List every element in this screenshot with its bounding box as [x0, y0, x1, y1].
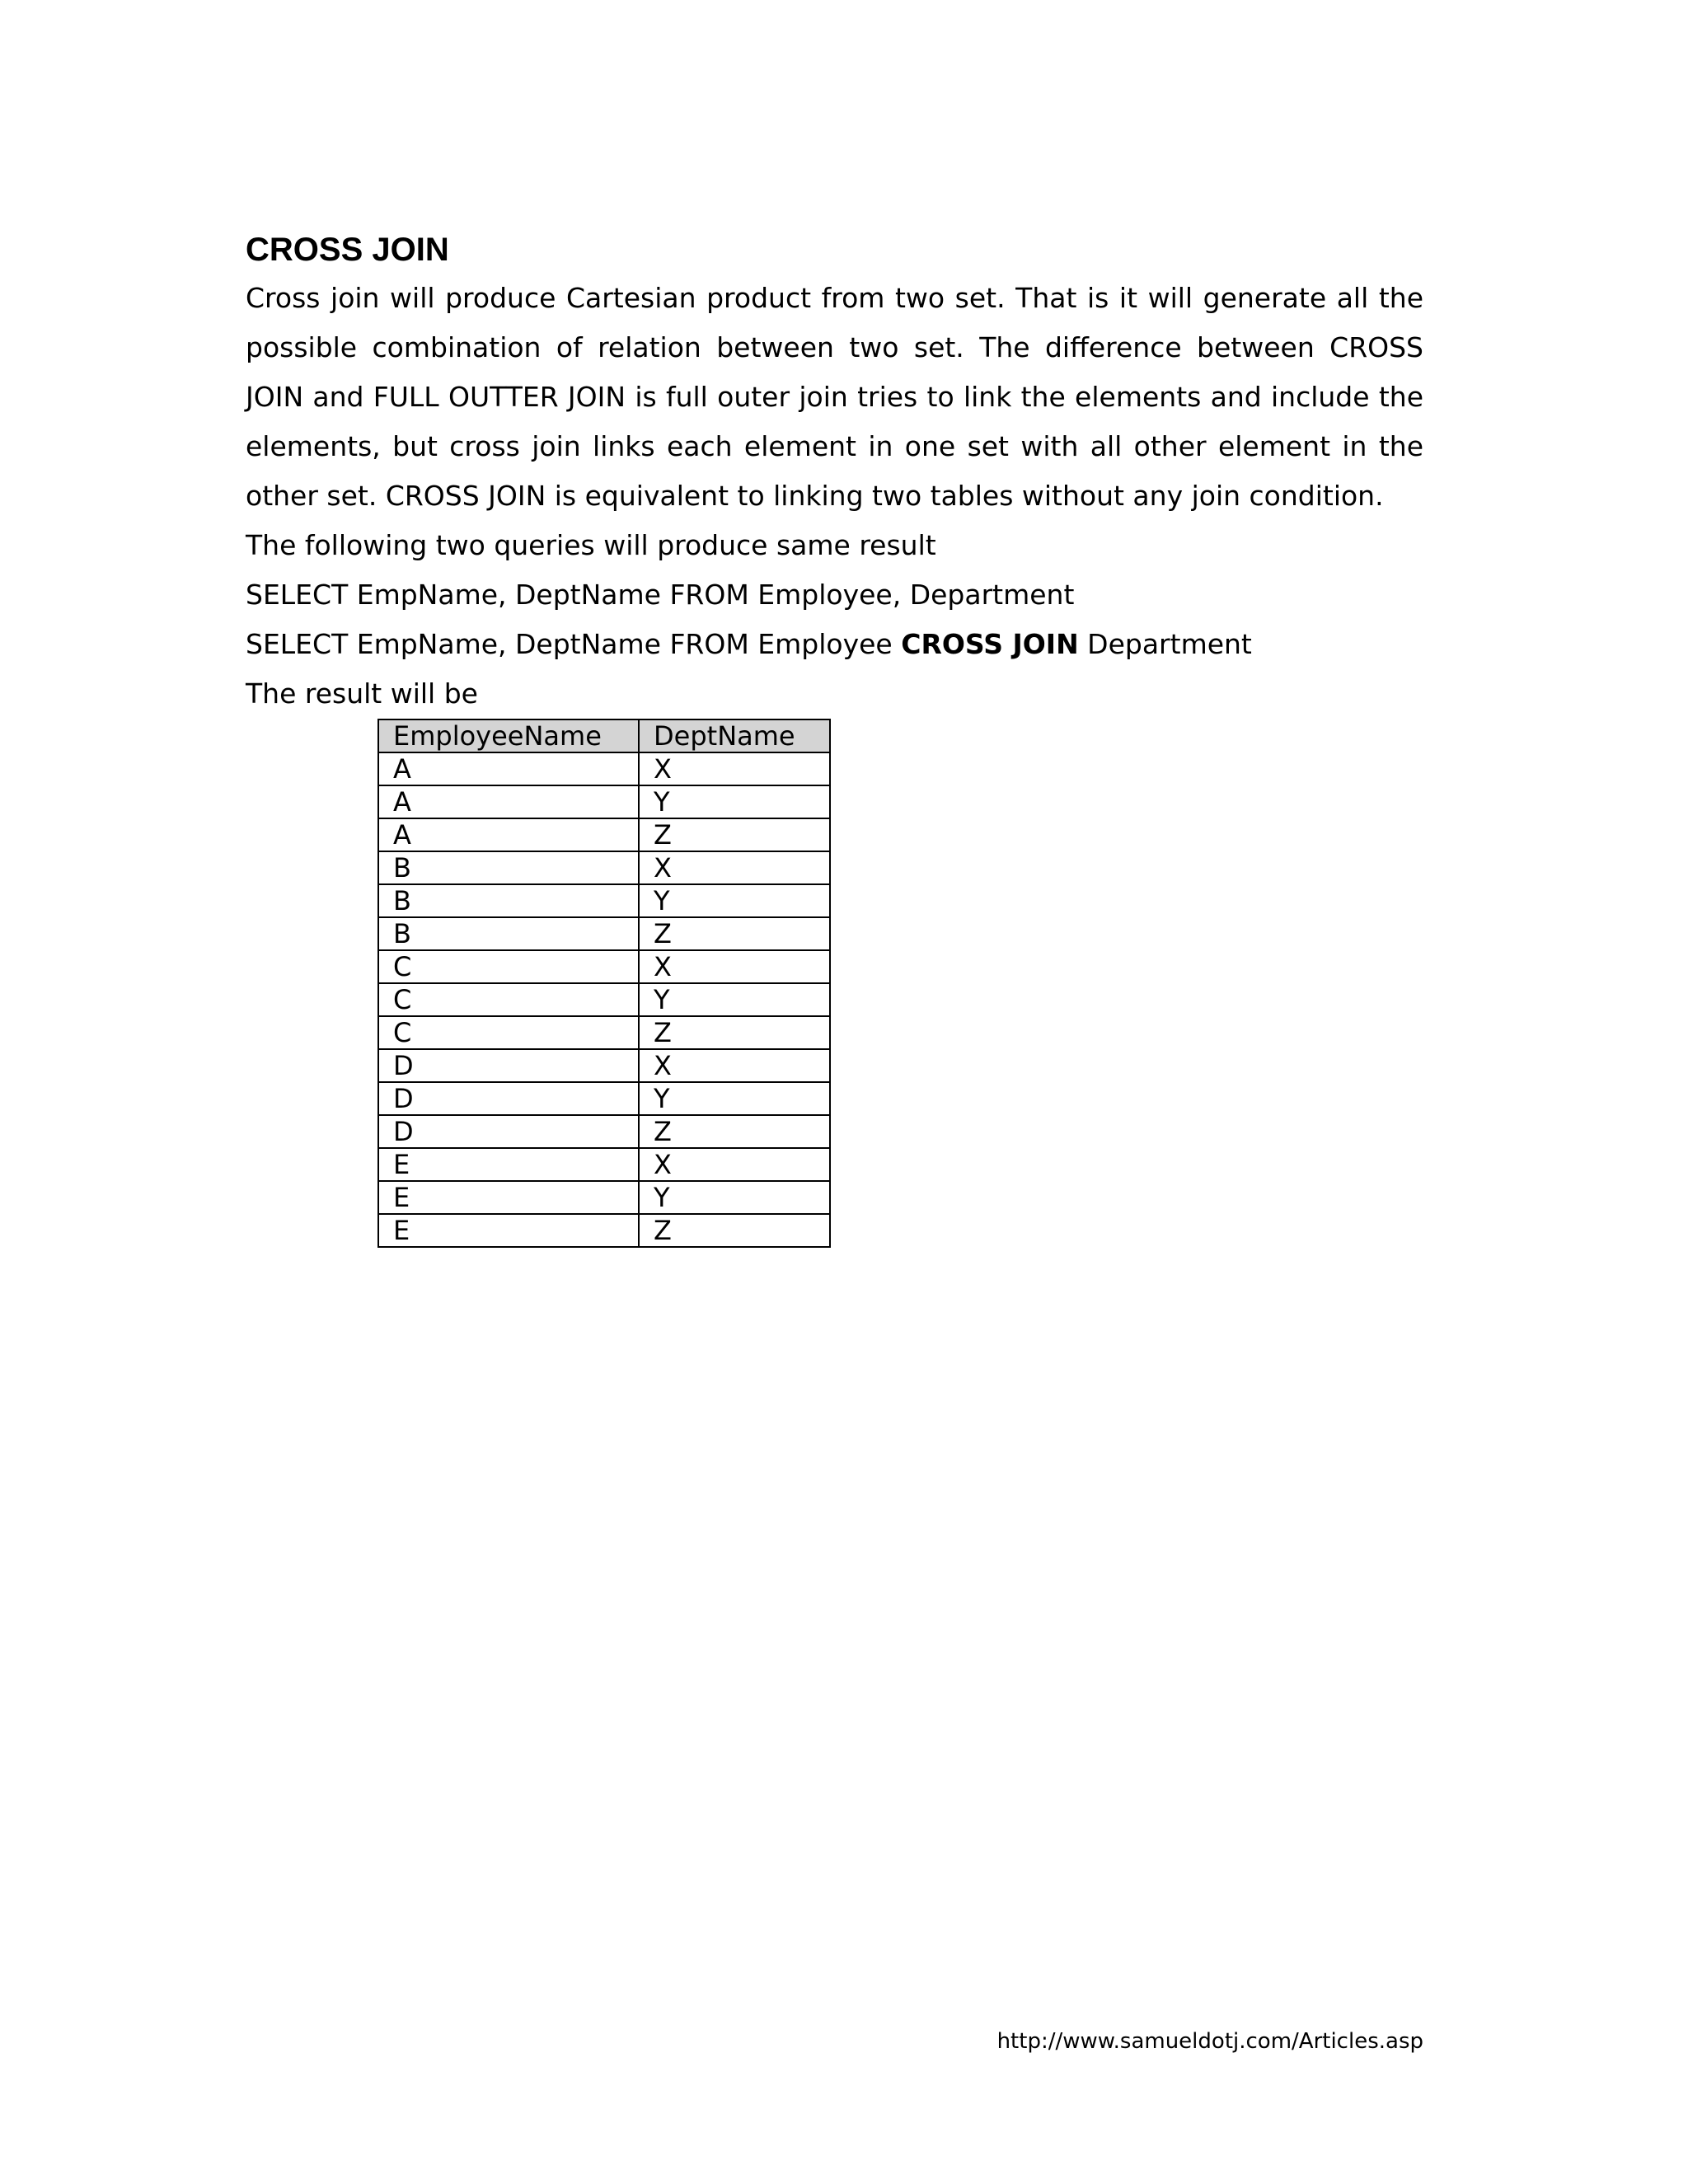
query-line-1: SELECT EmpName, DeptName FROM Employee, Department	[246, 579, 1075, 611]
table-row	[378, 1082, 830, 1115]
table-row	[378, 1148, 830, 1181]
column-header-dept-name: DeptName	[639, 719, 830, 752]
dept-cell: Y	[639, 1181, 830, 1214]
result-intro-line: The result will be	[246, 677, 478, 710]
dept-cell: X	[639, 851, 830, 884]
employee-cell: C	[378, 1016, 639, 1049]
employee-cell: C	[378, 950, 639, 983]
result-table	[377, 719, 831, 1248]
dept-cell: Y	[639, 785, 830, 818]
dept-cell: X	[639, 752, 830, 785]
dept-cell: Z	[639, 1214, 830, 1247]
description-paragraph: Cross join will produce Cartesian product from two set. That is it will generate all the possible combination of relation between two set. The difference between CROSS JOIN and FULL OUTTER JOIN is full outer join tries to link the elements and include the elements, but cross join links each element in one set with all other element in the other set. CROSS JOIN is equivalent to linking two tables without any join condition.	[246, 282, 1423, 512]
query-2-before: SELECT EmpName, DeptName FROM Employee	[246, 628, 902, 660]
table-row	[378, 1049, 830, 1082]
employee-cell: E	[378, 1214, 639, 1247]
query-2-keyword: CROSS JOIN	[901, 628, 1079, 660]
employee-cell: E	[378, 1148, 639, 1181]
employee-cell: D	[378, 1049, 639, 1082]
dept-cell: Y	[639, 1082, 830, 1115]
table-row	[378, 785, 830, 818]
table-row	[378, 818, 830, 851]
footer-url: http://www.samueldotj.com/Articles.asp	[996, 2029, 1423, 2054]
query-2-after: Department	[1078, 628, 1252, 660]
table-row	[378, 983, 830, 1016]
column-header-employee-name: EmployeeName	[378, 719, 639, 752]
section-heading: CROSS JOIN	[246, 232, 449, 268]
table-row	[378, 1016, 830, 1049]
dept-cell: X	[639, 1049, 830, 1082]
table-row	[378, 1214, 830, 1247]
employee-cell: C	[378, 983, 639, 1016]
dept-cell: Y	[639, 983, 830, 1016]
table-row	[378, 950, 830, 983]
article-body	[246, 229, 1423, 1248]
dept-cell: Z	[639, 818, 830, 851]
dept-cell: Y	[639, 884, 830, 917]
employee-cell: A	[378, 785, 639, 818]
employee-cell: E	[378, 1181, 639, 1214]
table-row	[378, 884, 830, 917]
table-row	[378, 851, 830, 884]
employee-cell: B	[378, 884, 639, 917]
employee-cell: A	[378, 818, 639, 851]
table-body	[378, 752, 830, 1247]
dept-cell: Z	[639, 1016, 830, 1049]
dept-cell: X	[639, 950, 830, 983]
employee-cell: B	[378, 917, 639, 950]
employee-cell: B	[378, 851, 639, 884]
table-row	[378, 1181, 830, 1214]
employee-cell: D	[378, 1082, 639, 1115]
table-header-row	[378, 719, 830, 752]
table-row	[378, 917, 830, 950]
table-row	[378, 752, 830, 785]
employee-cell: A	[378, 752, 639, 785]
employee-cell: D	[378, 1115, 639, 1148]
dept-cell: Z	[639, 917, 830, 950]
intro-line: The following two queries will produce same result	[246, 529, 936, 561]
query-line-2	[246, 620, 1423, 669]
dept-cell: X	[639, 1148, 830, 1181]
table-row	[378, 1115, 830, 1148]
dept-cell: Z	[639, 1115, 830, 1148]
